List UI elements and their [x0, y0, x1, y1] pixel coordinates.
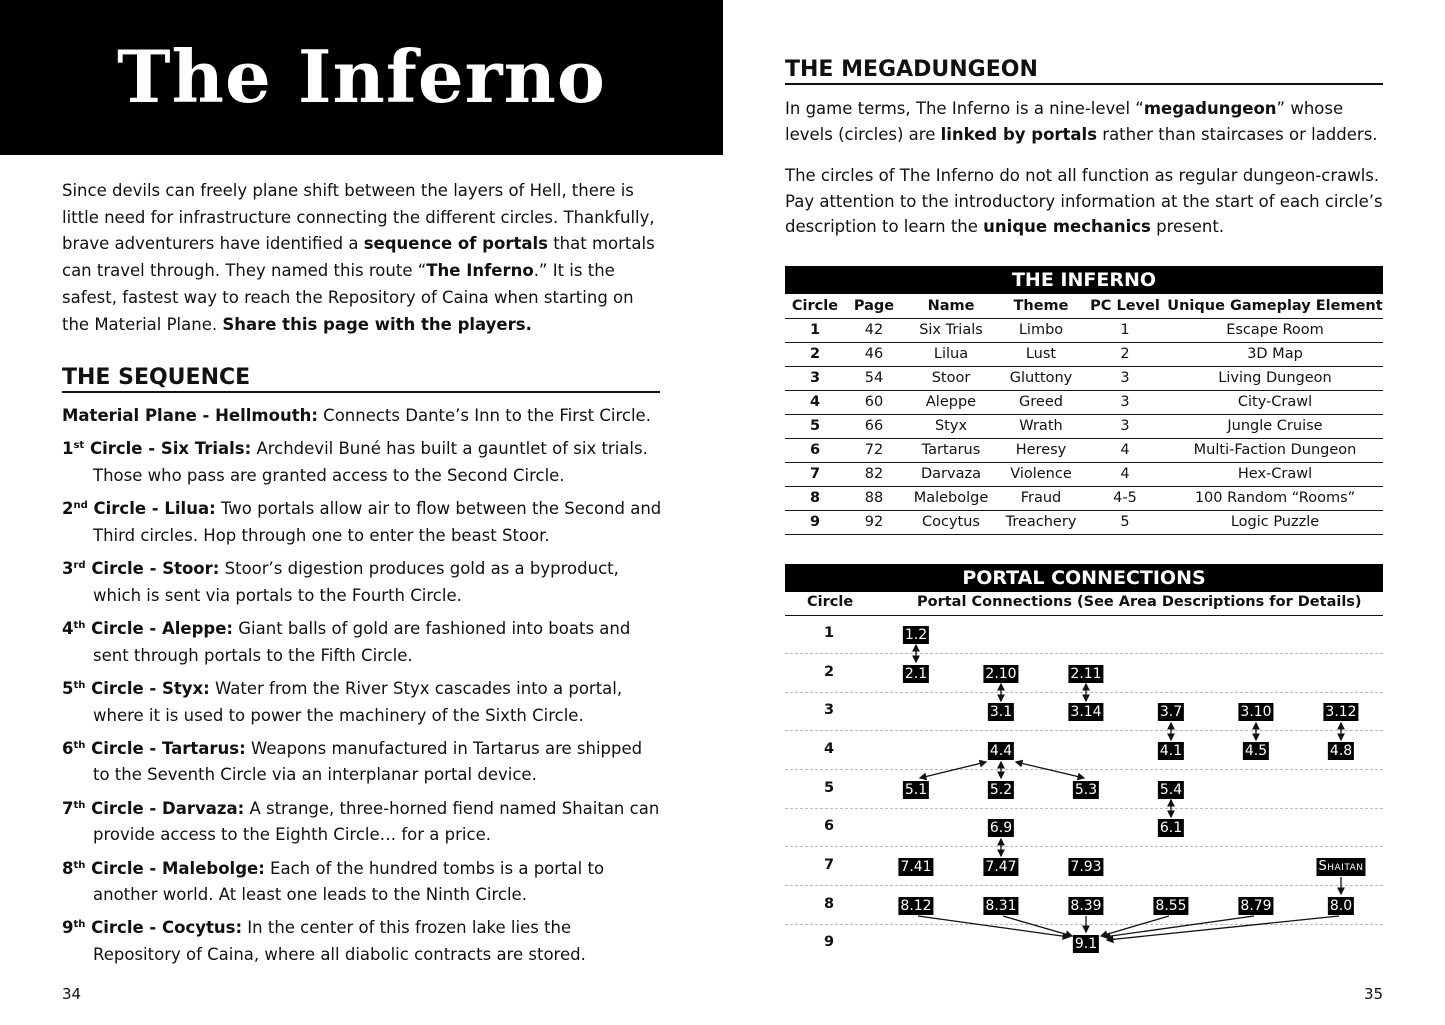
arrow-4.4-5.1: [920, 762, 986, 778]
portal-node: 8.79: [1240, 898, 1272, 914]
cell-circle: 5: [785, 414, 845, 438]
cell-name: Styx: [903, 414, 999, 438]
cell-level: 4: [1083, 462, 1167, 486]
cell-theme: Lust: [999, 342, 1083, 366]
cell-level: 5: [1083, 510, 1167, 534]
seq-sup: th: [73, 619, 86, 631]
mega-text: The circles of The Inferno do not all function as regular dungeon-crawls. Pay attention to the introductory information at the start of each circle’s description to learn the: [785, 166, 1383, 236]
sequence-item: [62, 676, 662, 729]
mega-bold: unique mechanics: [983, 217, 1151, 236]
cell-element: Escape Room: [1167, 318, 1383, 342]
cell-name: Darvaza: [903, 462, 999, 486]
mega-text: rather than staircases or ladders.: [1097, 124, 1378, 144]
cell-element: 3D Map: [1167, 342, 1383, 366]
portal-node: 2.11: [1070, 666, 1102, 682]
portal-col-circle: Circle: [807, 594, 854, 610]
sequence-item: [62, 736, 662, 789]
cell-theme: Gluttony: [999, 366, 1083, 390]
intro-bold-1: sequence of portals: [363, 234, 548, 254]
intro-paragraph: [62, 178, 662, 338]
seq-ord: 4: [62, 618, 74, 638]
table-row: [785, 438, 1383, 462]
cell-theme: Wrath: [999, 414, 1083, 438]
seq-text: Connects Dante’s Inn to the First Circle.: [317, 406, 651, 425]
table-row: [785, 318, 1383, 342]
seq-ord: 2: [62, 499, 74, 519]
page-number-left: 34: [62, 985, 82, 1003]
seq-ord: 9: [62, 918, 74, 938]
cell-level: 4-5: [1083, 486, 1167, 510]
mega-text: In game terms, The Inferno is a nine-level “: [785, 99, 1144, 118]
megadungeon-paragraph-1: [785, 96, 1385, 147]
cell-level: 3: [1083, 366, 1167, 390]
arrow-4.4-5.3: [1016, 762, 1084, 778]
seq-text: Archdevil Buné has built a gauntlet of six trials. Those who pass are granted access to the Second Circle.: [93, 439, 648, 485]
cell-theme: Limbo: [999, 318, 1083, 342]
seq-sup: th: [73, 859, 86, 871]
cell-page: 82: [845, 462, 903, 486]
row-divider: [785, 769, 1383, 770]
seq-text: Water from the River Styx cascades into a portal, where it is used to power the machinery of the Sixth Circle.: [93, 678, 623, 725]
table-row: [785, 510, 1383, 534]
portal-node: 8.55: [1155, 898, 1187, 914]
cell-circle: 7: [785, 462, 845, 486]
cell-page: 54: [845, 366, 903, 390]
cell-circle: 3: [785, 366, 845, 390]
page-number-right: 35: [1364, 985, 1384, 1003]
cell-element: City-Crawl: [1167, 390, 1383, 414]
row-divider: [785, 730, 1383, 731]
cell-circle: 2: [785, 342, 845, 366]
cell-name: Cocytus: [903, 510, 999, 534]
portal-row-number: 5: [823, 780, 835, 796]
seq-label: Circle - Aleppe:: [85, 618, 234, 638]
cell-circle: 1: [785, 318, 845, 342]
inferno-table: [785, 294, 1383, 535]
cell-level: 3: [1083, 414, 1167, 438]
cell-page: 72: [845, 438, 903, 462]
portal-row-number: 7: [823, 857, 835, 873]
portal-row-number: 8: [823, 896, 835, 912]
table-row: [785, 390, 1383, 414]
portal-node: 1.2: [904, 627, 928, 643]
portal-row-number: 2: [823, 664, 835, 680]
portal-node: 6.9: [989, 820, 1013, 836]
table-row: [785, 366, 1383, 390]
portal-node: 4.1: [1159, 743, 1183, 759]
col-header: PC Level: [1083, 294, 1167, 318]
title-banner: [0, 0, 723, 155]
mega-text: ” whose levels (circles) are: [785, 99, 1344, 144]
sequence-item: [62, 856, 662, 909]
seq-ord: 5: [62, 678, 74, 698]
seq-sup: st: [73, 440, 85, 452]
intro-bold-3: Share this page with the players.: [222, 314, 532, 334]
row-divider: [785, 885, 1383, 886]
portal-node: 8.0: [1329, 898, 1353, 914]
cell-level: 2: [1083, 342, 1167, 366]
seq-label: Circle - Stoor:: [85, 559, 220, 579]
intro-text-3: .” It is the safest, fastest way to reach the Repository of Caina when starting on the Material Plane.: [62, 261, 634, 334]
portal-col-connections: Portal Connections (See Area Descriptions for Details): [917, 594, 1362, 610]
cell-name: Lilua: [903, 342, 999, 366]
cell-element: Logic Puzzle: [1167, 510, 1383, 534]
arrow-8.31-9.1: [1003, 916, 1072, 936]
portal-connections-title: PORTAL CONNECTIONS: [785, 564, 1383, 592]
portal-node: 4.5: [1244, 743, 1268, 759]
seq-text: Two portals allow air to flow between the Second and Third circles. Hop through one to enter the beast Stoor.: [93, 499, 662, 545]
cell-circle: 8: [785, 486, 845, 510]
cell-theme: Fraud: [999, 486, 1083, 510]
seq-ord: 7: [62, 798, 74, 818]
portal-node: 2.1: [904, 666, 928, 682]
inferno-table-title: THE INFERNO: [785, 266, 1383, 294]
cell-page: 42: [845, 318, 903, 342]
seq-sup: th: [73, 919, 86, 931]
seq-label: Circle - Tartarus:: [85, 738, 246, 758]
row-divider: [785, 808, 1383, 809]
intro-text-1: Since devils can freely plane shift between the layers of Hell, there is little need for infrastructure connecting the different circles. Thankfully, brave adventurers have identified a: [62, 181, 655, 254]
cell-level: 1: [1083, 318, 1167, 342]
portal-node: 8.39: [1070, 898, 1102, 914]
seq-ord: 8: [62, 858, 74, 878]
cell-element: Multi-Faction Dungeon: [1167, 438, 1383, 462]
cell-page: 88: [845, 486, 903, 510]
seq-ord: 1: [62, 439, 74, 459]
portal-node: 6.1: [1159, 820, 1183, 836]
portal-node: 3.14: [1070, 704, 1102, 720]
seq-sup: th: [73, 679, 86, 691]
portal-node: 8.31: [985, 898, 1017, 914]
megadungeon-heading: THE MEGADUNGEON: [785, 57, 1383, 85]
portal-row-number: 1: [823, 625, 835, 641]
seq-text: Each of the hundred tombs is a portal to another world. At least one leads to the Ninth Circle.: [93, 858, 605, 905]
table-row: [785, 414, 1383, 438]
megadungeon-paragraph-2: [785, 163, 1385, 240]
seq-ord: 6: [62, 738, 74, 758]
sequence-item: [62, 796, 662, 849]
portal-node: 3.10: [1240, 704, 1272, 720]
portal-node: 4.8: [1329, 743, 1353, 759]
cell-element: Jungle Cruise: [1167, 414, 1383, 438]
portal-node: 4.4: [989, 743, 1013, 759]
seq-text: Stoor’s digestion produces gold as a byproduct, which is sent via portals to the Fourth Circle.: [93, 559, 619, 605]
col-header: Page: [845, 294, 903, 318]
arrow-8.55-9.1: [1101, 916, 1169, 936]
cell-element: 100 Random “Rooms”: [1167, 486, 1383, 510]
cell-name: Malebolge: [903, 486, 999, 510]
row-divider: [785, 846, 1383, 847]
row-divider: [785, 653, 1383, 654]
col-header: Unique Gameplay Element: [1167, 294, 1383, 318]
sequence-heading: THE SEQUENCE: [62, 365, 660, 393]
seq-label: Circle - Lilua:: [87, 499, 216, 519]
col-header: Theme: [999, 294, 1083, 318]
portal-node: 9.1: [1074, 936, 1098, 952]
sequence-item: [62, 496, 662, 549]
seq-label: Circle - Malebolge:: [85, 858, 265, 878]
portal-node: 5.3: [1074, 782, 1098, 798]
cell-name: Six Trials: [903, 318, 999, 342]
portal-row-number: 6: [823, 818, 835, 834]
cell-element: Hex-Crawl: [1167, 462, 1383, 486]
seq-sup: th: [73, 739, 86, 751]
seq-sup: rd: [73, 560, 86, 572]
table-row: [785, 486, 1383, 510]
portal-row-number: 4: [823, 741, 835, 757]
cell-name: Tartarus: [903, 438, 999, 462]
cell-page: 60: [845, 390, 903, 414]
portal-row-number: 9: [823, 934, 835, 950]
seq-label: Circle - Styx:: [85, 678, 210, 698]
seq-label: Material Plane - Hellmouth:: [62, 406, 318, 425]
row-divider: [785, 924, 1383, 925]
sequence-list: [62, 403, 662, 975]
seq-ord: 3: [62, 559, 74, 579]
cell-page: 66: [845, 414, 903, 438]
seq-text: A strange, three-horned fiend named Shaitan can provide access to the Eighth Circle… for a price.: [93, 798, 660, 845]
cell-theme: Violence: [999, 462, 1083, 486]
seq-sup: nd: [73, 500, 88, 512]
cell-level: 4: [1083, 438, 1167, 462]
mega-bold: megadungeon: [1143, 99, 1277, 118]
portal-node: 3.1: [989, 704, 1013, 720]
sequence-item: [62, 616, 662, 669]
sequence-item: [62, 403, 662, 430]
seq-text: Giant balls of gold are fashioned into boats and sent through portals to the Fifth Circle.: [93, 618, 631, 665]
seq-text: Weapons manufactured in Tartarus are shipped to the Seventh Circle via an interplanar portal device.: [93, 738, 643, 785]
intro-text-2: that mortals can travel through. They named this route “: [62, 234, 655, 281]
portal-node: 5.1: [904, 782, 928, 798]
cell-element: Living Dungeon: [1167, 366, 1383, 390]
seq-label: Circle - Cocytus:: [85, 918, 243, 938]
portal-node: 5.2: [989, 782, 1013, 798]
cell-circle: 6: [785, 438, 845, 462]
seq-label: Circle - Six Trials:: [84, 439, 252, 459]
portal-node: 7.41: [900, 859, 932, 875]
seq-sup: th: [73, 799, 86, 811]
page-title: The Inferno: [117, 34, 606, 119]
table-header-row: [785, 294, 1383, 318]
portal-node: 8.12: [900, 898, 932, 914]
portal-row-number: 3: [823, 702, 835, 718]
row-divider: [785, 692, 1383, 693]
intro-bold-2: The Inferno: [426, 261, 534, 281]
portal-node: 3.7: [1159, 704, 1183, 720]
cell-theme: Heresy: [999, 438, 1083, 462]
portal-header-rule: [785, 615, 1383, 616]
table-row: [785, 462, 1383, 486]
table-row: [785, 342, 1383, 366]
cell-circle: 4: [785, 390, 845, 414]
col-header: Circle: [785, 294, 845, 318]
cell-page: 92: [845, 510, 903, 534]
seq-label: Circle - Darvaza:: [85, 798, 245, 818]
portal-node-shaitan: Shaitan: [1318, 859, 1364, 874]
portal-node: 5.4: [1159, 782, 1183, 798]
arrow-8.79-9.1: [1104, 916, 1254, 937]
col-header: Name: [903, 294, 999, 318]
cell-name: Stoor: [903, 366, 999, 390]
arrow-8.0-9.1: [1107, 916, 1339, 940]
sequence-item: [62, 436, 662, 489]
intro-section: [62, 178, 662, 338]
mega-bold: linked by portals: [940, 124, 1098, 144]
cell-circle: 9: [785, 510, 845, 534]
cell-level: 3: [1083, 390, 1167, 414]
seq-text: In the center of this frozen lake lies the Repository of Caina, where all diabolic contracts are stored.: [93, 918, 586, 965]
portal-node: 2.10: [985, 666, 1017, 682]
sequence-item: [62, 556, 662, 609]
mega-text: present.: [1150, 217, 1225, 236]
arrow-8.12-9.1: [918, 916, 1069, 937]
sequence-item: [62, 915, 662, 968]
cell-theme: Greed: [999, 390, 1083, 414]
cell-theme: Treachery: [999, 510, 1083, 534]
portal-node: 3.12: [1325, 704, 1357, 720]
cell-name: Aleppe: [903, 390, 999, 414]
portal-node: 7.93: [1070, 859, 1102, 875]
cell-page: 46: [845, 342, 903, 366]
portal-node: 7.47: [985, 859, 1017, 875]
